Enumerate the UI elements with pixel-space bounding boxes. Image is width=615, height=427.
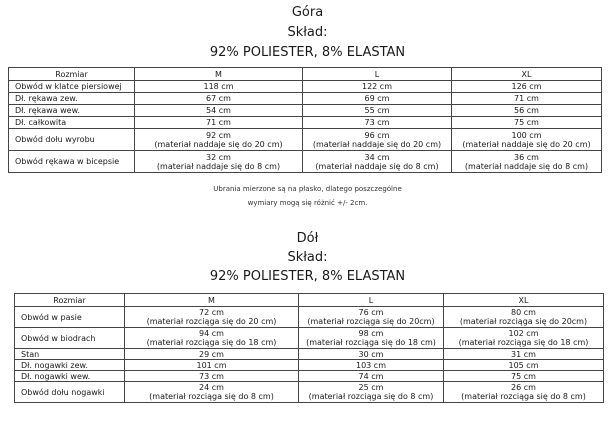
measurement-value: 126 cm: [511, 82, 542, 91]
top-value-cell: [135, 105, 303, 117]
measurement-value: 103 cm: [355, 360, 386, 370]
bottom-header-cell: M: [125, 294, 299, 307]
top-row-label: Obwód dołu wyrobu: [9, 129, 135, 151]
stretch-note: (materiał rozciąga się do 18 cm): [458, 338, 589, 347]
top-composition: 92% POLIESTER, 8% ELASTAN: [209, 45, 406, 60]
top-header-cell: XL: [452, 68, 602, 81]
measurement-value: 32 cm: [206, 152, 231, 162]
measurement-value: 72 cm: [199, 308, 224, 317]
measurement-value: 101 cm: [196, 360, 227, 370]
bottom-value-cell: [125, 382, 299, 403]
stretch-note: (materiał naddaje się do 8 cm): [315, 161, 439, 171]
measurement-value: 94 cm: [199, 329, 224, 338]
measurement-value: 67 cm: [206, 94, 231, 103]
bottom-value-cell: [444, 307, 604, 328]
top-value-cell: [135, 81, 303, 93]
top-table-row: [9, 105, 602, 117]
bottom-table-row: [15, 349, 604, 360]
measurement-value: 105 cm: [508, 360, 539, 370]
bottom-table-row: [15, 307, 604, 328]
top-row-label: Dł. całkowita: [9, 117, 135, 129]
measurement-value: 71 cm: [206, 118, 231, 127]
bottom-value-cell: [299, 360, 444, 371]
stretch-note: (materiał naddaje się do 8 cm): [156, 161, 281, 171]
top-header-cell: Rozmiar: [9, 68, 135, 81]
top-value-cell: [303, 93, 452, 105]
measurement-note-line-1: Ubrania mierzone są na płasko, dlatego poszczególne: [213, 185, 402, 193]
bottom-row-label: Stan: [15, 349, 125, 360]
top-title: Góra: [291, 5, 324, 20]
top-value-cell: [303, 151, 452, 173]
measurement-value: 102 cm: [508, 329, 539, 338]
top-value-cell: [303, 117, 452, 129]
stretch-note: (materiał rozciąga się do 8 cm): [149, 392, 274, 401]
measurement-value: 73 cm: [199, 371, 224, 381]
measurement-value: 74 cm: [358, 371, 384, 381]
measurement-value: 25 cm: [358, 383, 384, 392]
top-table-row: [9, 93, 602, 105]
measurement-value: 98 cm: [358, 329, 384, 338]
top-sklad-label: Skład:: [287, 25, 328, 40]
stretch-note: (materiał naddaje się do 20 cm): [312, 139, 442, 149]
measurement-value: 31 cm: [511, 349, 536, 359]
bottom-table-row: [15, 360, 604, 371]
measurement-value: 29 cm: [199, 349, 224, 359]
bottom-value-cell: [125, 328, 299, 349]
top-value-cell: [303, 129, 452, 151]
bottom-value-cell: [299, 371, 444, 382]
measurement-value: 96 cm: [364, 130, 390, 140]
top-row-label: Dł. rękawa zew.: [9, 93, 135, 105]
stretch-note: (materiał rozciąga się do 18 cm): [146, 338, 277, 347]
measurement-value: 122 cm: [361, 82, 392, 91]
bottom-row-label: Obwód dołu nogawki: [15, 382, 125, 403]
bottom-value-cell: [299, 328, 444, 349]
bottom-size-table: [14, 293, 604, 403]
top-value-cell: [452, 117, 602, 129]
top-table-row: [9, 117, 602, 129]
top-table-row: [9, 81, 602, 93]
stretch-note: (materiał rozciąga się do 20cm): [459, 317, 588, 326]
stretch-note: (materiał rozciąga się do 8 cm): [461, 392, 586, 401]
bottom-row-label: Obwód w biodrach: [15, 328, 125, 349]
bottom-header-cell: Rozmiar: [15, 294, 125, 307]
bottom-table-row: [15, 371, 604, 382]
bottom-value-cell: [444, 328, 604, 349]
measurement-value: 69 cm: [364, 94, 390, 103]
bottom-value-cell: [125, 371, 299, 382]
bottom-value-cell: [299, 382, 444, 403]
top-row-label: Obwód w klatce piersiowej: [9, 81, 135, 93]
bottom-row-label: Obwód w pasie: [15, 307, 125, 328]
measurement-value: 26 cm: [511, 383, 536, 392]
bottom-value-cell: [444, 371, 604, 382]
top-table-row: [9, 129, 602, 151]
top-value-cell: [303, 105, 452, 117]
measurement-value: 75 cm: [511, 371, 536, 381]
top-value-cell: [452, 129, 602, 151]
top-value-cell: [135, 93, 303, 105]
top-table-row: [9, 151, 602, 173]
top-value-cell: [303, 81, 452, 93]
stretch-note: (materiał rozciąga się do 20 cm): [146, 317, 277, 326]
bottom-value-cell: [444, 360, 604, 371]
bottom-title: Dół: [296, 231, 319, 246]
measurement-value: 54 cm: [206, 106, 231, 115]
bottom-value-cell: [444, 349, 604, 360]
stretch-note: (materiał rozciąga się do 18 cm): [306, 338, 436, 347]
top-row-label: Dł. rękawa wew.: [9, 105, 135, 117]
bottom-row-label: Dł. nogawki wew.: [15, 371, 125, 382]
measurement-value: 56 cm: [514, 106, 539, 115]
top-header-cell: M: [135, 68, 303, 81]
stretch-note: (materiał rozciąga się do 20cm): [307, 317, 435, 326]
measurement-value: 24 cm: [199, 383, 224, 392]
measurement-value: 55 cm: [364, 106, 390, 115]
measurement-value: 73 cm: [364, 118, 390, 127]
top-value-cell: [452, 81, 602, 93]
bottom-header-cell: L: [299, 294, 444, 307]
measurement-value: 76 cm: [358, 308, 384, 317]
bottom-value-cell: [125, 349, 299, 360]
measurement-value: 80 cm: [511, 308, 536, 317]
bottom-sklad-label: Skład:: [287, 250, 328, 265]
top-size-table: [8, 67, 602, 173]
measurement-value: 92 cm: [206, 130, 231, 140]
measurement-value: 75 cm: [514, 118, 539, 127]
bottom-value-cell: [299, 349, 444, 360]
top-value-cell: [452, 105, 602, 117]
measurement-value: 36 cm: [514, 152, 539, 162]
measurement-value: 71 cm: [514, 94, 539, 103]
measurement-value: 34 cm: [364, 152, 390, 162]
measurement-value: 118 cm: [203, 82, 234, 91]
bottom-row-label: Dł. nogawki zew.: [15, 360, 125, 371]
top-header-row: [9, 68, 602, 81]
bottom-composition: 92% POLIESTER, 8% ELASTAN: [209, 269, 406, 284]
bottom-value-cell: [444, 382, 604, 403]
top-value-cell: [452, 93, 602, 105]
stretch-note: (materiał naddaje się do 8 cm): [464, 161, 589, 171]
bottom-value-cell: [125, 360, 299, 371]
top-header-cell: L: [303, 68, 452, 81]
bottom-value-cell: [299, 307, 444, 328]
top-value-cell: [135, 151, 303, 173]
top-row-label: Obwód rękawa w bicepsie: [9, 151, 135, 173]
top-value-cell: [452, 151, 602, 173]
bottom-table-row: [15, 328, 604, 349]
measurement-value: 30 cm: [358, 349, 384, 359]
stretch-note: (materiał rozciąga się do 8 cm): [308, 392, 434, 401]
top-value-cell: [135, 117, 303, 129]
measurement-note-line-2: wymiary mogą się różnić +/- 2cm.: [247, 199, 368, 207]
bottom-table-row: [15, 382, 604, 403]
stretch-note: (materiał naddaje się do 20 cm): [462, 139, 591, 149]
bottom-value-cell: [125, 307, 299, 328]
measurement-value: 100 cm: [511, 130, 542, 140]
top-value-cell: [135, 129, 303, 151]
bottom-header-row: [15, 294, 604, 307]
bottom-header-cell: XL: [444, 294, 604, 307]
stretch-note: (materiał naddaje się do 20 cm): [154, 139, 283, 149]
